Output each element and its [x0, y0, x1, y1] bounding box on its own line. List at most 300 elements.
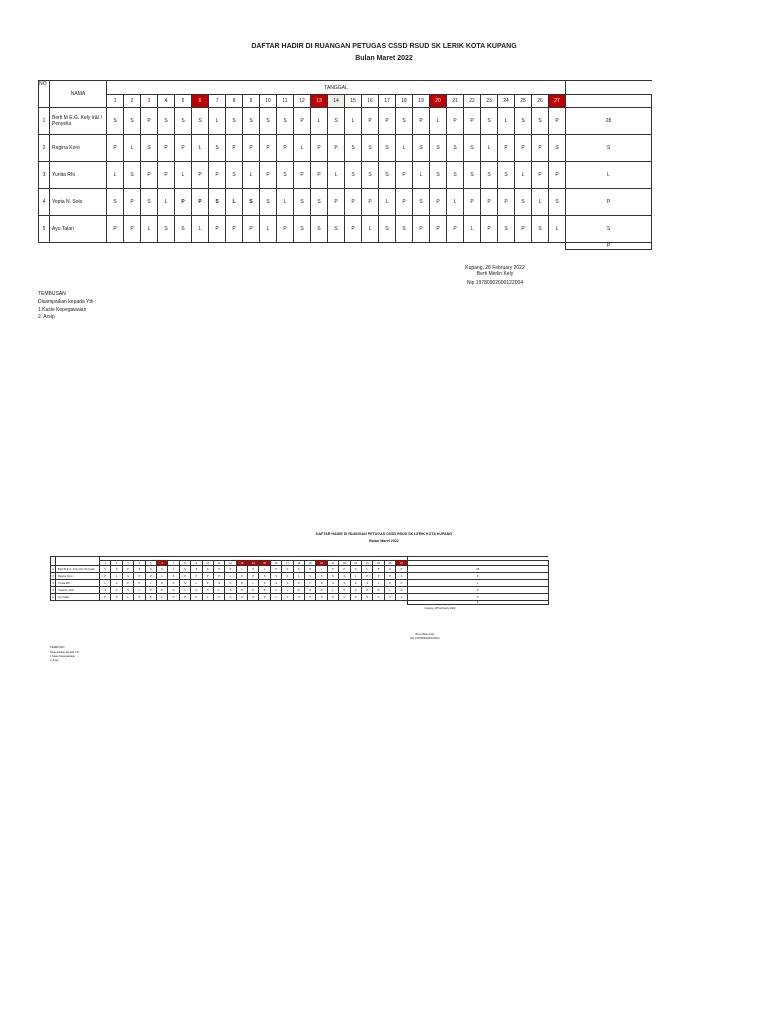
mini-attendance-cell: S [339, 580, 350, 587]
mini-row-name: Berti M E.G. Kely Ir&l / Penyelia [56, 566, 100, 573]
mini-attendance-cell: P [225, 580, 236, 587]
attendance-cell: L [549, 216, 566, 243]
mini-attendance-cell: P [236, 573, 247, 580]
attendance-cell: L [124, 135, 141, 162]
attendance-cell: P [158, 162, 175, 189]
mini-attendance-cell: L [270, 594, 281, 601]
mini-attendance-cell: S [339, 573, 350, 580]
mini-attendance-cell: P [191, 573, 202, 580]
tembusan-title: TEMBUSAN [38, 291, 66, 297]
row-total: 28 [566, 108, 652, 135]
attendance-cell: L [328, 162, 345, 189]
mini-signer-nip: Nip 19780902000122004 [410, 637, 440, 640]
attendance-cell: P [413, 216, 430, 243]
attendance-cell: P [226, 216, 243, 243]
mini-day-header: 12 [225, 561, 236, 566]
attendance-cell: S [158, 108, 175, 135]
mini-attendance-cell: L [350, 573, 361, 580]
mini-attendance-cell: S [236, 587, 247, 594]
mini-attendance-cell: S [293, 566, 304, 573]
mini-day-header: 15 [259, 561, 270, 566]
row-name: Yunita Rhi [50, 162, 107, 189]
attendance-cell: P [430, 216, 447, 243]
mini-attendance-cell: L [339, 594, 350, 601]
mini-extra-row [51, 601, 549, 605]
mini-attendance-cell: L [156, 573, 167, 580]
mini-attendance-cell: L [145, 580, 156, 587]
mini-attendance-cell: S [111, 566, 122, 573]
attendance-cell: P [328, 135, 345, 162]
mini-attendance-cell: P [134, 573, 145, 580]
attendance-cell: P [226, 135, 243, 162]
mini-attendance-cell: S [259, 573, 270, 580]
mini-row-name: Yunita Rhi [56, 580, 100, 587]
mini-day-header: 8 [179, 561, 190, 566]
mini-attendance-cell: P [373, 594, 384, 601]
day-header: 25 [515, 95, 532, 108]
header-row-1 [39, 81, 652, 95]
attendance-cell: P [141, 108, 158, 135]
attendance-cell: S [396, 216, 413, 243]
mini-attendance-cell: L [134, 587, 145, 594]
table-row [39, 216, 652, 243]
attendance-cell: P [498, 189, 515, 216]
attendance-cell: S [294, 189, 311, 216]
attendance-cell: P [260, 135, 277, 162]
mini-attendance-cell: P [293, 580, 304, 587]
mini-attendance-cell: L [248, 580, 259, 587]
attendance-cell: P [175, 135, 192, 162]
col-nama-header: NAMA [50, 81, 107, 108]
mini-attendance-cell: L [213, 587, 224, 594]
mini-attendance-cell: S [168, 573, 179, 580]
mini-day-header: 6 [156, 561, 167, 566]
attendance-cell: L [226, 189, 243, 216]
attendance-cell: S [464, 162, 481, 189]
attendance-cell: S [345, 162, 362, 189]
mini-attendance-cell: S [282, 573, 293, 580]
mini-attendance-cell: P [384, 573, 395, 580]
mini-row-total: S [407, 573, 548, 580]
mini-attendance-cell: S [270, 580, 281, 587]
mini-attendance-cell: L [259, 566, 270, 573]
row-number: 3 [39, 162, 50, 189]
mini-attendance-cell: P [202, 580, 213, 587]
attendance-cell: L [192, 135, 209, 162]
row-total: S [566, 135, 652, 162]
attendance-cell: P [345, 189, 362, 216]
attendance-cell: P [447, 216, 464, 243]
col-tanggal-header: TANGGAL [107, 81, 566, 95]
tembusan-item-2: 2. Arsip [38, 314, 55, 320]
attendance-cell: S [260, 108, 277, 135]
mini-attendance-cell: S [282, 594, 293, 601]
attendance-cell: L [498, 108, 515, 135]
attendance-cell: S [430, 135, 447, 162]
attendance-cell: P [413, 108, 430, 135]
mini-attendance-cell: P [293, 587, 304, 594]
mini-attendance-cell: S [316, 573, 327, 580]
mini-table-row [51, 587, 549, 594]
mini-attendance-cell: S [248, 566, 259, 573]
mini-attendance-cell: S [156, 566, 167, 573]
mini-attendance-cell: S [282, 580, 293, 587]
mini-day-header: 17 [282, 561, 293, 566]
mini-attendance-cell: P [156, 587, 167, 594]
day-header: 9 [243, 95, 260, 108]
mini-attendance-cell: P [168, 580, 179, 587]
mini-attendance-cell: P [191, 594, 202, 601]
mini-attendance-cell: S [100, 566, 111, 573]
mini-day-header: 16 [270, 561, 281, 566]
attendance-cell: S [311, 189, 328, 216]
table-row [39, 135, 652, 162]
day-header: 19 [413, 95, 430, 108]
mini-tembusan-item-1: 1.Kasie Kepegawaian [50, 655, 76, 658]
attendance-cell: L [141, 216, 158, 243]
row-number: 2 [39, 135, 50, 162]
day-header: 23 [481, 95, 498, 108]
mini-attendance-cell: S [259, 580, 270, 587]
mini-attendance-cell: S [122, 587, 133, 594]
mini-row-number: 5 [52, 595, 54, 599]
day-header: 24 [498, 95, 515, 108]
mini-day-header: 14 [248, 561, 259, 566]
day-header-blank [566, 95, 652, 108]
attendance-cell: P [107, 135, 124, 162]
mini-day-header: 4 [134, 561, 145, 566]
attendance-cell: S [498, 216, 515, 243]
attendance-cell: S [549, 189, 566, 216]
mini-attendance-cell: S [248, 594, 259, 601]
mini-day-header: 21 [327, 561, 338, 566]
day-header: 11 [277, 95, 294, 108]
mini-attendance-cell: S [134, 594, 145, 601]
attendance-cell: L [447, 189, 464, 216]
mini-attendance-cell: P [396, 580, 408, 587]
attendance-cell: S [158, 216, 175, 243]
attendance-cell: S [209, 135, 226, 162]
mini-attendance-cell: S [111, 580, 122, 587]
mini-row-name: Yepta N. Solo [56, 587, 100, 594]
mini-attendance-cell: P [384, 580, 395, 587]
mini-row-number: 1 [52, 567, 54, 571]
attendance-cell: S [277, 162, 294, 189]
mini-title: DAFTAR HADIR DI RUANGAN PETUGAS CSSD RSUD SK LERIK KOTA KUPANG [315, 532, 453, 536]
mini-attendance-cell: S [100, 587, 111, 594]
day-header: 10 [260, 95, 277, 108]
mini-extra-total: P [407, 601, 548, 605]
mini-attendance-cell: P [361, 573, 372, 580]
mini-attendance-cell: S [213, 580, 224, 587]
mini-row-name: Ayu Talan [56, 594, 100, 601]
mini-attendance-table [50, 556, 549, 605]
attendance-cell: P [294, 108, 311, 135]
day-header: 1 [107, 95, 124, 108]
mini-day-header: 5 [145, 561, 156, 566]
attendance-cell: P [243, 135, 260, 162]
mini-attendance-cell: P [282, 566, 293, 573]
mini-attendance-cell: S [384, 566, 395, 573]
mini-attendance-cell: L [316, 566, 327, 573]
attendance-cell: S [464, 135, 481, 162]
mini-tembusan-intro: Disampaikan kepada Yth : [50, 651, 81, 654]
attendance-cell: L [209, 108, 226, 135]
attendance-cell: P [498, 135, 515, 162]
mini-attendance-cell: S [373, 587, 384, 594]
attendance-cell: L [175, 162, 192, 189]
mini-attendance-cell: P [305, 594, 316, 601]
attendance-cell: P [464, 108, 481, 135]
attendance-cell: P [124, 216, 141, 243]
mini-attendance-cell: P [339, 566, 350, 573]
mini-attendance-cell: P [111, 594, 122, 601]
mini-attendance-cell: P [225, 566, 236, 573]
mini-tembusan-item-2: 2. Arsip [50, 659, 59, 662]
mini-attendance-cell: S [236, 594, 247, 601]
header-row-days [39, 95, 652, 108]
mini-attendance-cell: P [168, 594, 179, 601]
attendance-cell: P [532, 162, 549, 189]
attendance-cell: S [549, 135, 566, 162]
mini-attendance-cell: P [259, 594, 270, 601]
mini-attendance-cell: P [100, 573, 111, 580]
attendance-cell: P [209, 162, 226, 189]
attendance-cell: L [260, 216, 277, 243]
attendance-cell: P [532, 135, 549, 162]
mini-attendance-cell: P [213, 573, 224, 580]
table-row [39, 108, 652, 135]
attendance-cell: L [430, 108, 447, 135]
mini-day-header: 27 [396, 561, 408, 566]
attendance-cell: L [311, 108, 328, 135]
attendance-cell: P [192, 162, 209, 189]
attendance-cell: L [396, 135, 413, 162]
day-header: 26 [532, 95, 549, 108]
attendance-cell: S [498, 162, 515, 189]
attendance-cell: L [107, 162, 124, 189]
tembusan-intro: Disampaikan kepada Yth : [38, 299, 97, 305]
attendance-cell: P [192, 189, 209, 216]
attendance-cell: P [158, 135, 175, 162]
attendance-cell: S [413, 189, 430, 216]
row-number: 5 [39, 216, 50, 243]
mini-attendance-cell: P [213, 594, 224, 601]
attendance-cell: S [311, 216, 328, 243]
mini-attendance-cell: P [270, 587, 281, 594]
day-header: 18 [396, 95, 413, 108]
mini-table-row [51, 594, 549, 601]
mini-attendance-cell: P [100, 594, 111, 601]
mini-attendance-cell: S [384, 594, 395, 601]
attendance-cell: S [260, 189, 277, 216]
row-name: Yepta N. Solo [50, 189, 107, 216]
day-header: 4 [158, 95, 175, 108]
mini-attendance-cell: P [248, 587, 259, 594]
attendance-cell: L [345, 108, 362, 135]
mini-row-total: P [407, 587, 548, 594]
mini-row-number: 3 [52, 581, 54, 585]
mini-attendance-cell: S [168, 587, 179, 594]
attendance-cell: L [379, 189, 396, 216]
attendance-cell: S [362, 135, 379, 162]
mini-attendance-cell: P [156, 580, 167, 587]
attendance-cell: S [532, 216, 549, 243]
table-row [39, 189, 652, 216]
attendance-cell: L [532, 189, 549, 216]
mini-attendance-cell: L [179, 587, 190, 594]
mini-row-total: S [407, 594, 548, 601]
day-header: 15 [345, 95, 362, 108]
mini-attendance-cell: S [191, 566, 202, 573]
mini-attendance-cell: S [202, 566, 213, 573]
mini-row-total: L [407, 580, 548, 587]
mini-attendance-cell: L [191, 580, 202, 587]
mini-attendance-cell: S [396, 587, 408, 594]
attendance-table [38, 80, 652, 250]
attendance-cell: S [447, 135, 464, 162]
mini-attendance-cell: P [202, 573, 213, 580]
attendance-cell: S [141, 189, 158, 216]
mini-attendance-cell: P [361, 587, 372, 594]
attendance-cell: P [277, 216, 294, 243]
mini-attendance-cell: L [327, 587, 338, 594]
attendance-cell: S [515, 189, 532, 216]
mini-attendance-cell: P [350, 587, 361, 594]
mini-day-header: 9 [191, 561, 202, 566]
mini-row-total: 28 [407, 566, 548, 573]
mini-attendance-cell: S [179, 580, 190, 587]
attendance-cell: P [481, 189, 498, 216]
mini-attendance-cell: S [145, 566, 156, 573]
table-row [39, 162, 652, 189]
mini-day-header: 23 [350, 561, 361, 566]
mini-day-header: 2 [111, 561, 122, 566]
attendance-cell: S [192, 108, 209, 135]
mini-subtitle: Bulan Maret 2022 [369, 539, 399, 543]
mini-attendance-cell: P [373, 573, 384, 580]
mini-attendance-cell: P [179, 573, 190, 580]
attendance-cell: P [243, 216, 260, 243]
attendance-cell: P [141, 162, 158, 189]
attendance-cell: S [430, 162, 447, 189]
attendance-cell: S [243, 108, 260, 135]
attendance-cell: L [158, 189, 175, 216]
attendance-cell: S [481, 162, 498, 189]
attendance-cell: S [328, 216, 345, 243]
mini-attendance-cell: P [145, 587, 156, 594]
day-header: 8 [226, 95, 243, 108]
attendance-cell: L [243, 162, 260, 189]
mini-attendance-cell: P [305, 566, 316, 573]
attendance-cell: S [362, 162, 379, 189]
mini-attendance-cell: P [327, 566, 338, 573]
mini-attendance-cell: L [396, 594, 408, 601]
attendance-cell: L [464, 216, 481, 243]
attendance-cell: S [294, 216, 311, 243]
mini-attendance-cell: P [316, 587, 327, 594]
mini-attendance-cell: P [339, 587, 350, 594]
attendance-cell: S [124, 108, 141, 135]
attendance-cell: P [515, 135, 532, 162]
mini-attendance-cell: S [305, 587, 316, 594]
attendance-cell: S [226, 162, 243, 189]
mini-attendance-cell: S [305, 573, 316, 580]
mini-attendance-cell: L [122, 594, 133, 601]
attendance-cell: S [532, 108, 549, 135]
attendance-cell: S [277, 108, 294, 135]
mini-attendance-cell: L [293, 573, 304, 580]
mini-table-row [51, 566, 549, 573]
mini-day-header: 7 [168, 561, 179, 566]
day-header: 6 [192, 95, 209, 108]
mini-attendance-cell: L [361, 566, 372, 573]
day-header: 2 [124, 95, 141, 108]
attendance-cell: S [481, 108, 498, 135]
mini-attendance-cell: S [225, 594, 236, 601]
mini-attendance-cell: L [305, 580, 316, 587]
day-header: 17 [379, 95, 396, 108]
row-name: Regina Koro [50, 135, 107, 162]
attendance-cell: L [362, 216, 379, 243]
day-header: 7 [209, 95, 226, 108]
mini-attendance-cell: P [327, 594, 338, 601]
day-header: 5 [175, 95, 192, 108]
attendance-cell: P [430, 189, 447, 216]
day-header: 14 [328, 95, 345, 108]
attendance-cell: P [311, 162, 328, 189]
attendance-cell: P [379, 108, 396, 135]
mini-attendance-cell: L [168, 566, 179, 573]
attendance-cell: S [413, 135, 430, 162]
mini-attendance-cell: S [225, 587, 236, 594]
tembusan-item-1: 1.Kasie Kepegawaian [38, 307, 87, 313]
mini-attendance-cell: L [373, 580, 384, 587]
attendance-cell: P [294, 162, 311, 189]
col-no-header: NO [39, 81, 50, 108]
mini-attendance-cell: S [327, 580, 338, 587]
mini-extra-spacer [51, 601, 408, 605]
mini-day-header: 26 [384, 561, 395, 566]
row-name: Ayu Talan [50, 216, 107, 243]
mini-attendance-cell: P [179, 594, 190, 601]
mini-day-header: 20 [316, 561, 327, 566]
attendance-cell: P [362, 189, 379, 216]
mini-attendance-cell: L [236, 566, 247, 573]
mini-attendance-cell: L [225, 573, 236, 580]
mini-attendance-cell: S [122, 573, 133, 580]
mini-attendance-cell: L [384, 587, 395, 594]
mini-row-number: 2 [52, 574, 54, 578]
mini-day-header: 11 [213, 561, 224, 566]
attendance-cell: P [345, 216, 362, 243]
mini-attendance-cell: S [350, 580, 361, 587]
mini-signer-name: Berti Merlin Kely [415, 633, 435, 636]
attendance-cell: P [464, 189, 481, 216]
mini-day-header: 22 [339, 561, 350, 566]
mini-attendance-cell: S [350, 566, 361, 573]
mini-attendance-cell: P [259, 587, 270, 594]
mini-attendance-cell: S [361, 580, 372, 587]
attendance-cell: S [447, 162, 464, 189]
mini-attendance-cell: L [282, 587, 293, 594]
mini-table-row [51, 573, 549, 580]
attendance-cell: S [379, 162, 396, 189]
attendance-cell: P [362, 108, 379, 135]
mini-day-header: 13 [236, 561, 247, 566]
attendance-cell: L [192, 216, 209, 243]
mini-attendance-cell: L [100, 580, 111, 587]
